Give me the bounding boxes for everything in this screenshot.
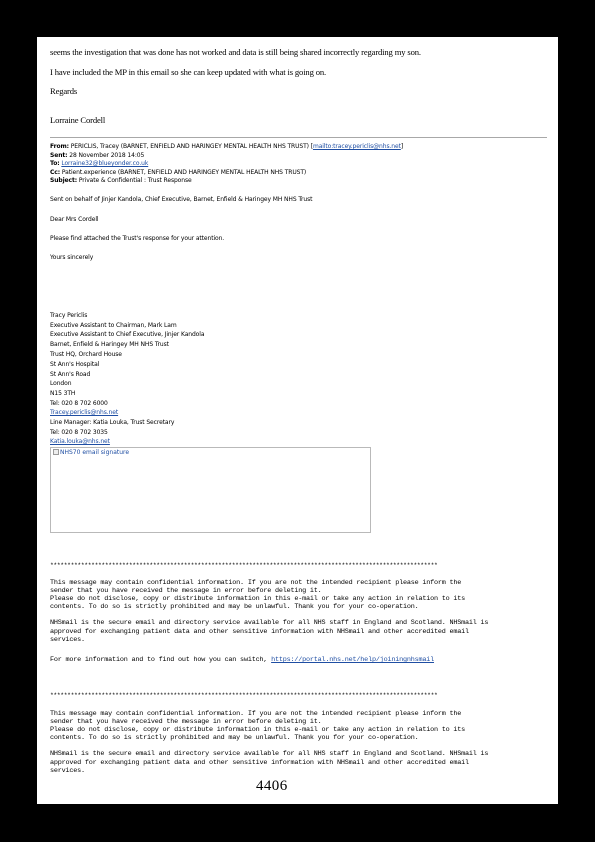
switch-line (50, 656, 434, 664)
from-mailto-link[interactable]: mailto:tracey.periclis@nhs.net (312, 143, 401, 150)
message-body: Please find attached the Trust's response for your attention. (50, 235, 225, 242)
signature-image-alt-row (53, 449, 129, 456)
on-behalf-line: Sent on behalf of Jinjer Kandola, Chief Executive, Barnet, Enfield & Haringey MH NHS Trust (50, 196, 313, 203)
disclaimer-2-text: This message may contain confidential information. If you are not the intended recipient please inform the sender that you have received the message in error before deleting it. Please do not disclose, copy or distribute information in this e-mail or take any action in relation to its contents. To do so is strictly prohibited and may be unlawful. Thank you for your co-operation. NHSmail is the secure email and directory service available for all NHS staff in England and Scotland. NHSmail is approved for exchanging patient data and other sensitive information with NHSmail and other accredited email services. (50, 710, 489, 775)
email-to-line (50, 160, 148, 167)
sig-manager-email-link[interactable]: Katia.louka@nhs.net (50, 438, 110, 445)
disclaimer-1-separator: ***************************************************************************************************************** (50, 562, 438, 569)
signoff: Yours sincerely (50, 254, 94, 261)
sig-manager-email-row (50, 438, 110, 445)
broken-image-icon (53, 449, 59, 455)
cc-label: Cc: (50, 169, 61, 176)
sig-email-row (50, 409, 118, 416)
letter-sender-name: Lorraine Cordell (50, 115, 106, 125)
from-close: ] (400, 143, 404, 150)
document-page (37, 37, 558, 804)
letter-line-1: seems the investigation that was done has not worked and data is still being shared incorrectly regarding my son. (50, 47, 421, 57)
subject-value: Private & Confidential : Trust Response (78, 177, 192, 184)
sig-line-manager: Line Manager: Katia Louka, Trust Secretary (50, 419, 175, 426)
subject-label: Subject: (50, 177, 78, 184)
sig-manager-tel: Tel: 020 8 702 3035 (50, 429, 108, 436)
letter-line-2: I have included the MP in this email so she can keep updated with what is going on. (50, 67, 327, 77)
cc-value: Patient.experience (BARNET, ENFIELD AND HARINGEY MENTAL HEALTH NHS TRUST) (61, 169, 307, 176)
sig-email-link[interactable]: Tracey.periclis@nhs.net (50, 409, 119, 416)
sig-tel: Tel: 020 8 702 6000 (50, 400, 108, 407)
letter-closing: Regards (50, 86, 78, 96)
switch-text: For more information and to find out how you can switch, (50, 656, 272, 664)
sig-address-2: St Ann's Hospital (50, 361, 100, 368)
sig-role-chairman: Executive Assistant to Chairman, Mark Lam (50, 322, 177, 329)
salutation: Dear Mrs Cordell (50, 216, 99, 223)
signature-image-placeholder[interactable] (50, 447, 371, 533)
sent-label: Sent: (50, 152, 68, 159)
from-label: From: (50, 143, 69, 150)
sig-role-ceo: Executive Assistant to Chief Executive, Jinjer Kandola (50, 331, 205, 338)
sig-city: London (50, 380, 72, 387)
header-divider (50, 137, 547, 138)
email-from-line (50, 143, 403, 150)
sig-name: Tracy Periclis (50, 312, 88, 319)
signature-image-alt: NHS70 email signature (60, 449, 130, 456)
email-cc-line (50, 169, 306, 176)
sent-value: 28 November 2018 14:05 (69, 152, 145, 159)
to-email-link[interactable]: Lorraine32@blueyonder.co.uk (61, 160, 149, 167)
sig-address-3: St Ann's Road (50, 371, 91, 378)
sig-postcode: N15 3TH (50, 390, 76, 397)
email-subject-line (50, 177, 192, 184)
page-number: 4406 (256, 778, 288, 794)
email-sent-line (50, 152, 144, 159)
from-value: PERICLIS, Tracey (BARNET, ENFIELD AND HARINGEY MENTAL HEALTH NHS TRUST) [ (70, 143, 313, 150)
joining-nhsmail-link[interactable]: https://portal.nhs.net/help/joiningnhsmail (271, 656, 435, 664)
sig-trust: Barnet, Enfield & Haringey MH NHS Trust (50, 341, 169, 348)
disclaimer-2-separator: ***************************************************************************************************************** (50, 692, 438, 699)
disclaimer-1-text: This message may contain confidential information. If you are not the intended recipient please inform the sender that you have received the message in error before deleting it. Please do not disclose, copy or distribute information in this e-mail or take any action in relation to its contents. To do so is strictly prohibited and may be unlawful. Thank you for your co-operation. NHSmail is the secure email and directory service available for all NHS staff in England and Scotland. NHSmail is approved for exchanging patient data and other sensitive information with NHSmail and other accredited email services. (50, 579, 489, 644)
to-label: To: (50, 160, 60, 167)
sig-address-1: Trust HQ, Orchard House (50, 351, 122, 358)
